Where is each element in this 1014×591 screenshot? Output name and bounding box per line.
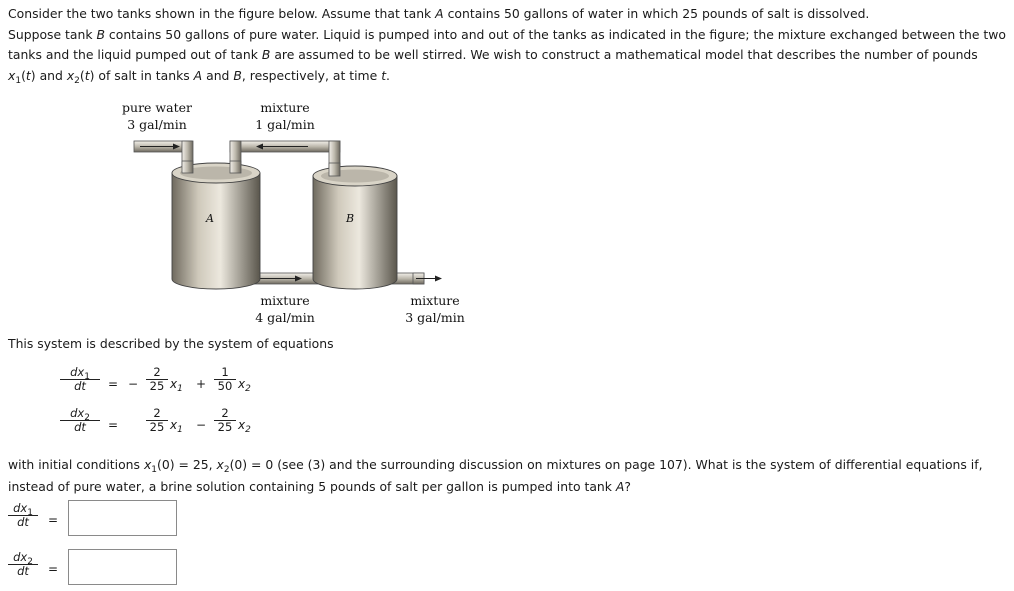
lhs-derivative: $\frac{dx_2}{dt}$ [8, 551, 38, 578]
tank-figure [120, 97, 480, 329]
answer-row-2: $\frac{dx_2}{dt}$ = [8, 549, 178, 589]
outflow-label: mixture 3 gal/min [405, 293, 465, 325]
lhs-derivative: $\frac{dx_2}{dt}$ [60, 407, 100, 434]
equation-2: $\frac{dx_2}{dt}$ = $\frac{2}{25}$ $x_1$ − $\frac{2}{25}$ $x_2$ [60, 407, 320, 447]
followup-question: with initial conditions $x_1(0) = 25$, $x_2(0) = 0$ (see (3) and the surrounding discussion on mixtures on page 107). What is the system of differential equations if, instead of pure water, a brine solution containing 5 pounds of salt per gallon is pumped into tank A? [8, 457, 983, 494]
equation-1: $\frac{dx_1}{dt}$ = − $\frac{2}{25}$ $x_1$ + $\frac{1}{50}$ $x_2$ [60, 366, 320, 406]
coef-2: $\frac{2}{25}$ [214, 407, 236, 434]
answer-row-1: $\frac{dx_1}{dt}$ = [8, 500, 178, 540]
inflow-label: pure water 3 gal/min [122, 100, 192, 132]
coef-1: $\frac{2}{25}$ [146, 407, 168, 434]
tank-a-label: A [206, 212, 214, 225]
top-pipe-label: mixture 1 gal/min [255, 100, 315, 132]
answer-input-dx2[interactable] [68, 549, 177, 585]
coef-1: $\frac{2}{25}$ [146, 366, 168, 393]
outflow-pipe [390, 273, 442, 284]
problem-intro: Consider the two tanks shown in the figure below. Assume that tank A contains 50 gallons of water in which 25 pounds of salt is dissolved. Suppose tank B contains 50 gallons of pure water. Liquid is pumped into and out of the tanks as indicated in the figure; the mixture exchanged between the two tanks and the liquid pumped out of tank B are assumed to be well stirred. We wish to construct a mathematical model that describes the number of pounds $x_1(t)$ and $x_2(t)$ of salt in tanks A and B, respectively, at time t. [8, 6, 1006, 86]
answer-input-dx1[interactable] [68, 500, 177, 536]
bottom-pipe-label: mixture 4 gal/min [255, 293, 315, 325]
coef-2: $\frac{1}{50}$ [214, 366, 236, 393]
lhs-derivative: $\frac{dx_1}{dt}$ [8, 502, 38, 529]
tank-b-label: B [345, 212, 355, 225]
system-intro: This system is described by the system of equations [8, 336, 334, 351]
lhs-derivative: $\frac{dx_1}{dt}$ [60, 366, 100, 393]
